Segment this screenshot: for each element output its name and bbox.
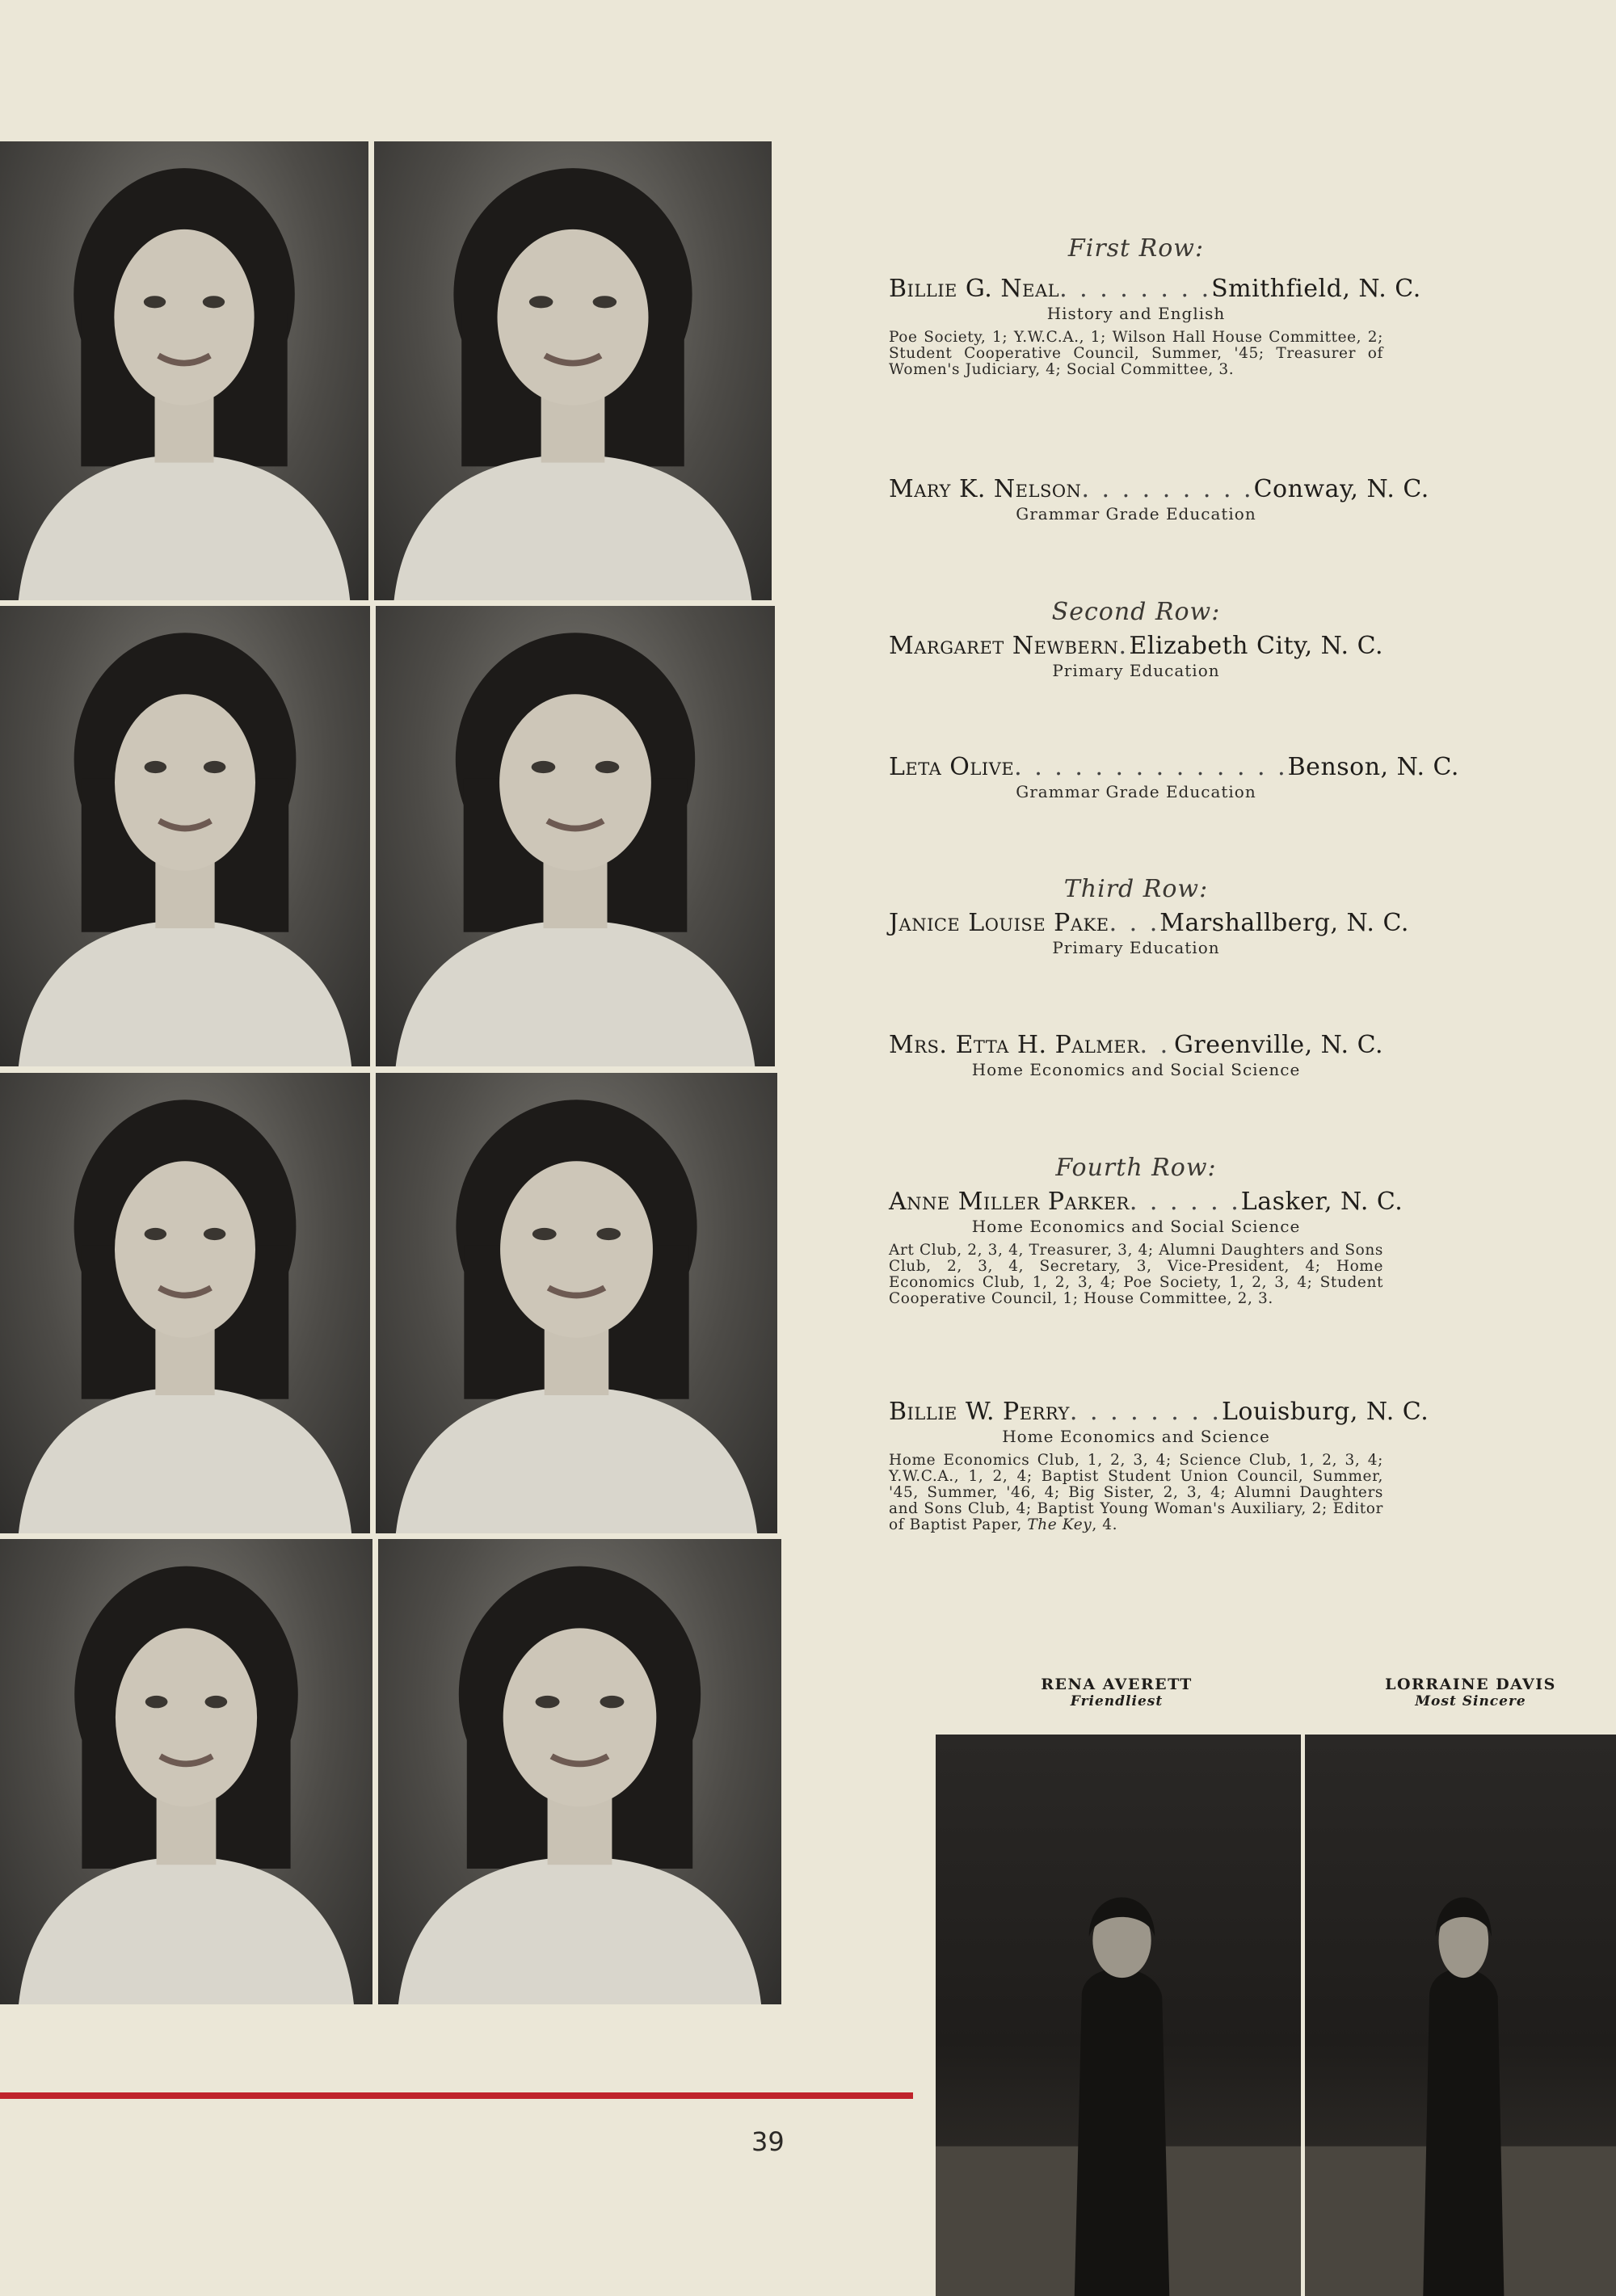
senior-name: Mrs. Etta H. Palmer xyxy=(889,1031,1140,1059)
superlative-name: RENA AVERETT xyxy=(1041,1676,1193,1693)
portrait-silhouette xyxy=(0,141,368,600)
leader-dots: . . . . . . . . xyxy=(1059,275,1212,303)
senior-name: Mary K. Nelson xyxy=(889,475,1082,503)
leader-dots: . . xyxy=(1139,1031,1171,1059)
leader-dots: . . . . . . . . . xyxy=(1081,475,1254,503)
portrait-silhouette xyxy=(378,1539,781,2004)
superlative-caption-davis xyxy=(1341,1676,1600,1709)
senior-name: Janice Louise Pake xyxy=(889,909,1109,937)
leader-dots: . . . xyxy=(1109,909,1160,937)
portrait-grid xyxy=(0,0,808,2020)
candid-figure xyxy=(1305,1735,1616,2296)
portrait-photo-1 xyxy=(0,141,368,600)
superlative-name: LORRAINE DAVIS xyxy=(1385,1676,1556,1693)
portrait-photo-4 xyxy=(376,606,775,1066)
leader-dots: . . . . . . . . xyxy=(1069,1398,1222,1426)
senior-activities: Art Club, 2, 3, 4, Treasurer, 3, 4; Alumni Daughters and Sons Club, 2, 3, 4, Secretary, 3, Vice-President, 4; Home Economics Club, 1, 2, 3, 4; Poe Society, 1, 2, 3, 4; Student Cooperative Council, 1; House Committee, 2, 3. xyxy=(889,1242,1383,1307)
senior-entry-palmer xyxy=(889,1031,1383,1079)
portrait-photo-5 xyxy=(0,1073,370,1533)
superlative-caption-averett xyxy=(987,1676,1246,1709)
senior-entry-pake xyxy=(889,909,1409,957)
senior-hometown: Louisburg, N. C. xyxy=(1221,1398,1429,1426)
senior-major: Home Economics and Social Science xyxy=(971,1217,1301,1236)
leader-dots: . xyxy=(1118,632,1129,660)
portrait-photo-6 xyxy=(376,1073,777,1533)
senior-hometown: Benson, N. C. xyxy=(1287,753,1459,781)
senior-major: Home Economics and Social Science xyxy=(971,1060,1301,1079)
senior-entry-olive xyxy=(889,753,1459,801)
row-heading-fourth: Fourth Row: xyxy=(1055,1154,1217,1182)
senior-name: Margaret Newbern xyxy=(889,632,1119,660)
candid-photo-averett xyxy=(936,1735,1301,2296)
senior-hometown: Greenville, N. C. xyxy=(1173,1031,1383,1059)
portrait-silhouette xyxy=(374,141,772,600)
portrait-silhouette xyxy=(0,606,370,1066)
portrait-photo-3 xyxy=(0,606,370,1066)
candid-photo-davis xyxy=(1305,1735,1616,2296)
senior-name: Billie G. Neal xyxy=(889,275,1060,303)
senior-name: Leta Olive xyxy=(889,753,1015,781)
senior-entry-newbern xyxy=(889,632,1383,680)
senior-activities xyxy=(889,1453,1383,1533)
senior-major: History and English xyxy=(1046,304,1226,323)
senior-major: Primary Education xyxy=(1052,661,1220,680)
senior-hometown: Conway, N. C. xyxy=(1253,475,1429,503)
activities-italic-title: The Key xyxy=(1027,1516,1092,1533)
portrait-silhouette xyxy=(0,1073,370,1533)
page-number: 39 xyxy=(751,2126,785,2157)
senior-hometown: Elizabeth City, N. C. xyxy=(1129,632,1383,660)
senior-major: Grammar Grade Education xyxy=(1016,782,1256,801)
senior-entry-nelson xyxy=(889,475,1429,524)
senior-major: Primary Education xyxy=(1052,938,1220,957)
superlative-title: Most Sincere xyxy=(1415,1693,1526,1709)
portrait-photo-8 xyxy=(378,1539,781,2004)
portrait-photo-2 xyxy=(374,141,772,600)
portrait-silhouette xyxy=(0,1539,372,2004)
candid-figure xyxy=(936,1735,1301,2296)
senior-entry-neal xyxy=(889,275,1421,378)
row-heading-first: First Row: xyxy=(1067,234,1205,263)
row-heading-third: Third Row: xyxy=(1063,875,1209,903)
portrait-silhouette xyxy=(376,606,775,1066)
red-divider-rule xyxy=(0,2092,913,2099)
senior-hometown: Marshallberg, N. C. xyxy=(1159,909,1409,937)
senior-hometown: Smithfield, N. C. xyxy=(1211,275,1421,303)
activities-text-end: , 4. xyxy=(1092,1516,1118,1533)
senior-entry-parker xyxy=(889,1188,1403,1307)
senior-entry-perry xyxy=(889,1398,1429,1533)
senior-name: Billie W. Perry xyxy=(889,1398,1070,1426)
senior-major: Home Economics and Science xyxy=(1002,1427,1270,1446)
senior-hometown: Lasker, N. C. xyxy=(1240,1188,1403,1216)
row-heading-second: Second Row: xyxy=(1051,598,1221,626)
leader-dots: . . . . . . . . . . . . . . xyxy=(1014,753,1288,781)
activities-text: Home Economics Club, 1, 2, 3, 4; Science Club, 1, 2, 3, 4; Y.W.C.A., 1, 2, 4; Baptist Student Union Council, Summer, '45, Summer, '46, 4; Big Sister, 2, 3, 4; Alumni Daughters and Sons Club, 4; Baptist Young Woman's Auxiliary, 2; Editor of Baptist Paper, xyxy=(889,1452,1383,1533)
senior-name: Anne Miller Parker xyxy=(889,1188,1130,1216)
superlative-title: Friendliest xyxy=(1070,1693,1164,1709)
portrait-photo-7 xyxy=(0,1539,372,2004)
leader-dots: . . . . . . xyxy=(1129,1188,1241,1216)
portrait-silhouette xyxy=(376,1073,777,1533)
senior-major: Grammar Grade Education xyxy=(1016,504,1256,524)
senior-activities: Poe Society, 1; Y.W.C.A., 1; Wilson Hall House Committee, 2; Student Cooperative Council, Summer, '45; Treasurer of Women's Judiciary, 4; Social Committee, 3. xyxy=(889,329,1383,378)
